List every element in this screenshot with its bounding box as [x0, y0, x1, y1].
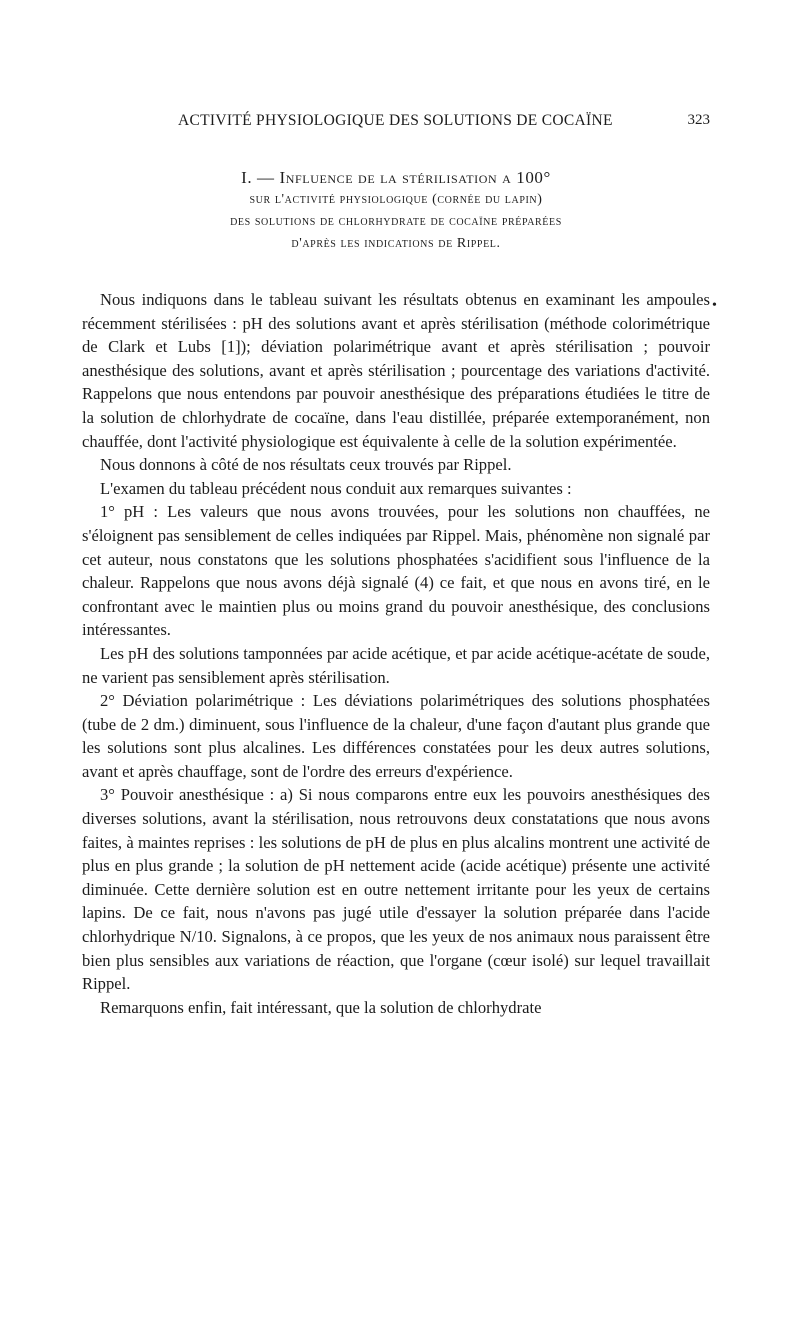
running-head	[82, 112, 710, 136]
book-page	[82, 0, 710, 1321]
section-heading-line-1: I. — Influence de la stérilisation a 100°	[241, 168, 551, 187]
paragraph-rippel-results: Nous donnons à côté de nos résultats ceux trouvés par Rippel.	[100, 455, 512, 475]
paragraph-results-intro: Nous indiquons dans le tableau suivant les résultats obtenus en examinant les ampoules récemment stérilisées : pH des solutions avant et après stérilisation (méthode colorimétrique de Clark et Lubs [1]); déviation polarimétrique avant et après stérilisation ; pouvoir anesthésique des solutions, avant et après stérilisation ; pourcentage des variations d'activité. Rappelons que nous entendons par pouvoir anesthésique des préparations étudiées le titre de la solution de chlorhydrate de cocaïne, dans l'eau distillée, préparée extemporanément, non chauffée, dont l'activité physiologique est équivalente à celle de la solution expérimentée.	[82, 290, 710, 451]
margin-dot: •	[712, 298, 717, 313]
paragraph-polarimetric: 2° Déviation polarimétrique : Les déviations polarimétriques des solutions phosphatées (tube de 2 dm.) diminuent, sous l'influence de la chaleur, d'une façon d'autant plus grande que les solutions sont plus alcalines. Les différences constatées pour les deux autres solutions, avant et après chauffage, sont de l'ordre des erreurs d'expérience.	[82, 691, 710, 781]
running-title: ACTIVITÉ PHYSIOLOGIQUE DES SOLUTIONS DE COCAÏNE	[178, 112, 613, 129]
section-heading	[82, 167, 710, 255]
paragraph-buffered-ph: Les pH des solutions tamponnées par acide acétique, et par acide acétique-acétate de soude, ne varient pas sensiblement après stérilisation.	[82, 643, 710, 687]
body-text	[82, 288, 710, 1019]
paragraph-ph: 1° pH : Les valeurs que nous avons trouvées, pour les solutions non chauffées, ne s'éloignent pas sensiblement de celles indiquées par Rippel. Mais, phénomène non signalé par cet auteur, nous constatons que les solutions phosphatées s'acidifient sous l'influence de la chaleur. Rappelons que nous avons déjà signalé (4) ce fait, et que nous en avons tiré, en le confrontant avec le maintien plus ou moins grand du pouvoir anesthésique, des conclusions intéressantes.	[82, 502, 710, 640]
paragraph-remarks-intro: L'examen du tableau précédent nous conduit aux remarques suivantes :	[100, 478, 572, 498]
section-heading-line-4: d'après les indications de Rippel.	[291, 236, 501, 251]
section-heading-line-3: des solutions de chlorhydrate de cocaïne préparées	[230, 214, 562, 229]
paragraph-final-remark: Remarquons enfin, fait intéressant, que la solution de chlorhydrate	[100, 997, 542, 1017]
section-heading-line-2: sur l'activité physiologique (cornée du lapin)	[249, 192, 543, 207]
paragraph-anesthetic-power: 3° Pouvoir anesthésique : a) Si nous comparons entre eux les pouvoirs anesthésiques des diverses solutions, avant la stérilisation, nous retrouvons deux constatations que nous avons faites, à maintes reprises : les solutions de pH de plus en plus alcalins montrent une activité de plus en plus grande ; la solution de pH nettement acide (acide acétique) présente une activité diminuée. Cette dernière solution est en outre nettement irritante pour les yeux de certains lapins. De ce fait, nous n'avons pas jugé utile d'essayer la solution préparée dans l'acide chlorhydrique N/10. Signalons, à ce propos, que les yeux de nos animaux nous paraissent être bien plus sensibles aux variations de réaction, que l'organe (cœur isolé) sur lequel travaillait Rippel.	[82, 785, 710, 994]
page-number: 323	[687, 112, 710, 128]
